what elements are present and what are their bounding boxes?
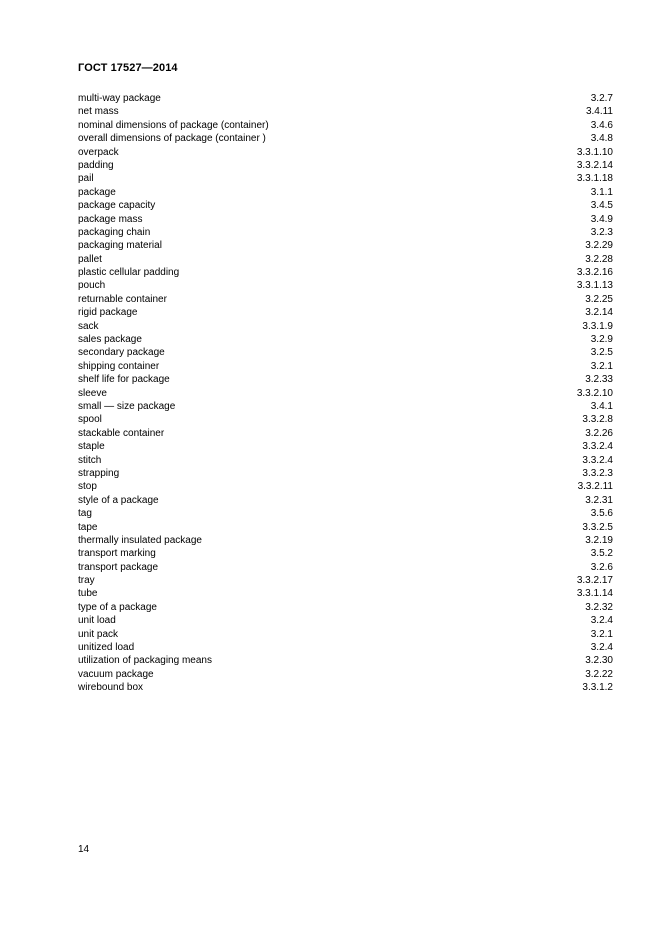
index-term: strapping (78, 467, 120, 479)
index-entry (78, 186, 613, 199)
index-term: spool (78, 414, 102, 426)
page-number: 14 (78, 844, 90, 855)
index-reference: 3.2.30 (585, 655, 613, 667)
index-term: pouch (78, 280, 106, 292)
index-term: package mass (78, 213, 143, 225)
index-term: tag (78, 508, 92, 520)
index-reference: 3.2.26 (585, 427, 613, 439)
index-entry (78, 159, 613, 172)
index-term: multi-way package (78, 93, 161, 104)
index-reference: 3.3.2.5 (582, 521, 613, 533)
index-term: vacuum package (78, 668, 154, 680)
index-reference: 3.3.2.4 (582, 454, 613, 466)
index-term: shelf life for package (78, 374, 170, 386)
index-reference: 3.1.1 (590, 186, 613, 198)
index-term: nominal dimensions of package (container) (78, 119, 269, 131)
index-reference: 3.3.2.17 (576, 575, 613, 587)
index-term: sack (78, 320, 99, 332)
index-term: stackable container (78, 427, 165, 439)
index-term: thermally insulated package (78, 534, 202, 546)
index-term: unit load (78, 615, 116, 627)
index-entry (78, 132, 613, 145)
index-entry (78, 146, 613, 159)
index-reference: 3.3.1.13 (576, 280, 613, 292)
index-entry (78, 279, 613, 292)
index-term: wirebound box (78, 682, 144, 694)
index-entry (78, 119, 613, 132)
index-term: staple (78, 441, 105, 453)
index-term: plastic cellular padding (78, 267, 180, 279)
index-entry (78, 172, 613, 185)
index-entry (78, 547, 613, 560)
index-term: secondary package (78, 347, 165, 359)
index-entry (78, 400, 613, 413)
index-entry (78, 387, 613, 400)
index-reference: 3.2.25 (585, 293, 613, 305)
index-term: packaging chain (78, 226, 151, 238)
index-term: padding (78, 159, 114, 171)
index-reference: 3.2.22 (585, 668, 613, 680)
index-term: shipping container (78, 360, 160, 372)
index-term: sales package (78, 334, 142, 346)
index-reference: 3.2.1 (590, 360, 613, 372)
index-reference: 3.5.6 (590, 508, 613, 520)
index-term: utilization of packaging means (78, 655, 212, 667)
index-entry (78, 427, 613, 440)
index-entry (78, 239, 613, 252)
index-term: stop (78, 481, 97, 493)
index-term: overpack (78, 146, 119, 158)
index-reference: 3.4.6 (590, 119, 613, 131)
document-header: ГОСТ 17527—2014 (78, 62, 178, 74)
index-reference: 3.2.1 (590, 628, 613, 640)
index-term: package capacity (78, 200, 156, 212)
index-entry (78, 654, 613, 667)
index-entry (78, 601, 613, 614)
index-entry (78, 413, 613, 426)
index-reference: 3.3.2.16 (576, 267, 613, 279)
index-entry (78, 561, 613, 574)
index-entry (78, 534, 613, 547)
index-entry (78, 360, 613, 373)
index-term: package (78, 186, 116, 198)
index-entry (78, 467, 613, 480)
index-entry (78, 105, 613, 118)
index-term: stitch (78, 454, 102, 466)
index-reference: 3.2.14 (585, 307, 613, 319)
index-reference: 3.2.28 (585, 253, 613, 265)
index-reference: 3.3.2.4 (582, 441, 613, 453)
index-entry (78, 199, 613, 212)
index-term: packaging material (78, 240, 162, 252)
index-reference: 3.2.9 (590, 334, 613, 346)
index-entry (78, 628, 613, 641)
index-entry (78, 346, 613, 359)
index-term: type of a package (78, 601, 157, 613)
index-term: transport marking (78, 548, 156, 560)
index-reference: 3.4.5 (590, 200, 613, 212)
index-reference: 3.3.2.11 (577, 481, 613, 493)
index-reference: 3.4.9 (590, 213, 613, 225)
index-term: unit pack (78, 628, 119, 640)
index-term: returnable container (78, 293, 167, 305)
index-entry (78, 92, 613, 105)
index-entry (78, 253, 613, 266)
index-entry (78, 226, 613, 239)
index-reference: 3.2.32 (585, 601, 613, 613)
index-entry (78, 574, 613, 587)
index-entry (78, 494, 613, 507)
index-reference: 3.4.1 (590, 400, 613, 412)
index-reference: 3.2.19 (585, 534, 613, 546)
index-term: net mass (78, 106, 119, 118)
index-reference: 3.3.2.3 (582, 467, 613, 479)
index-entry (78, 333, 613, 346)
index-term: pallet (78, 253, 102, 265)
index-entry (78, 306, 613, 319)
index-term: unitized load (78, 642, 135, 654)
index-reference: 3.3.1.18 (576, 173, 613, 185)
index-term: sleeve (78, 387, 107, 399)
index-reference: 3.3.1.2 (582, 682, 613, 694)
index-reference: 3.2.29 (585, 240, 613, 252)
index-reference: 3.2.5 (590, 347, 613, 359)
index-reference: 3.2.7 (590, 93, 613, 104)
index-entry (78, 440, 613, 453)
index-reference: 3.2.4 (590, 642, 613, 654)
index-reference: 3.3.1.10 (576, 146, 613, 158)
index-term: rigid package (78, 307, 138, 319)
index-entry (78, 213, 613, 226)
index-entry (78, 587, 613, 600)
term-index-list (78, 92, 613, 695)
index-term: overall dimensions of package (container ) (78, 133, 266, 145)
index-term: tube (78, 588, 98, 600)
index-reference: 3.4.8 (590, 133, 613, 145)
index-term: small — size package (78, 400, 176, 412)
index-term: style of a package (78, 494, 159, 506)
index-reference: 3.3.1.9 (582, 320, 613, 332)
index-reference: 3.2.4 (590, 615, 613, 627)
index-entry (78, 293, 613, 306)
index-entry (78, 480, 613, 493)
index-reference: 3.2.6 (590, 561, 613, 573)
index-entry (78, 641, 613, 654)
index-reference: 3.4.11 (585, 106, 613, 118)
index-term: transport package (78, 561, 159, 573)
index-entry (78, 320, 613, 333)
index-reference: 3.2.31 (585, 494, 613, 506)
index-entry (78, 454, 613, 467)
index-entry (78, 614, 613, 627)
index-reference: 3.2.33 (585, 374, 613, 386)
index-reference: 3.2.3 (590, 226, 613, 238)
index-entry (78, 668, 613, 681)
index-reference: 3.3.2.14 (576, 159, 613, 171)
index-entry (78, 521, 613, 534)
index-entry (78, 507, 613, 520)
index-term: pail (78, 173, 94, 185)
index-reference: 3.3.2.8 (582, 414, 613, 426)
index-term: tape (78, 521, 98, 533)
index-entry (78, 681, 613, 694)
index-entry (78, 373, 613, 386)
index-reference: 3.3.2.10 (576, 387, 613, 399)
index-reference: 3.3.1.14 (576, 588, 613, 600)
index-term: tray (78, 575, 95, 587)
index-entry (78, 266, 613, 279)
index-reference: 3.5.2 (590, 548, 613, 560)
